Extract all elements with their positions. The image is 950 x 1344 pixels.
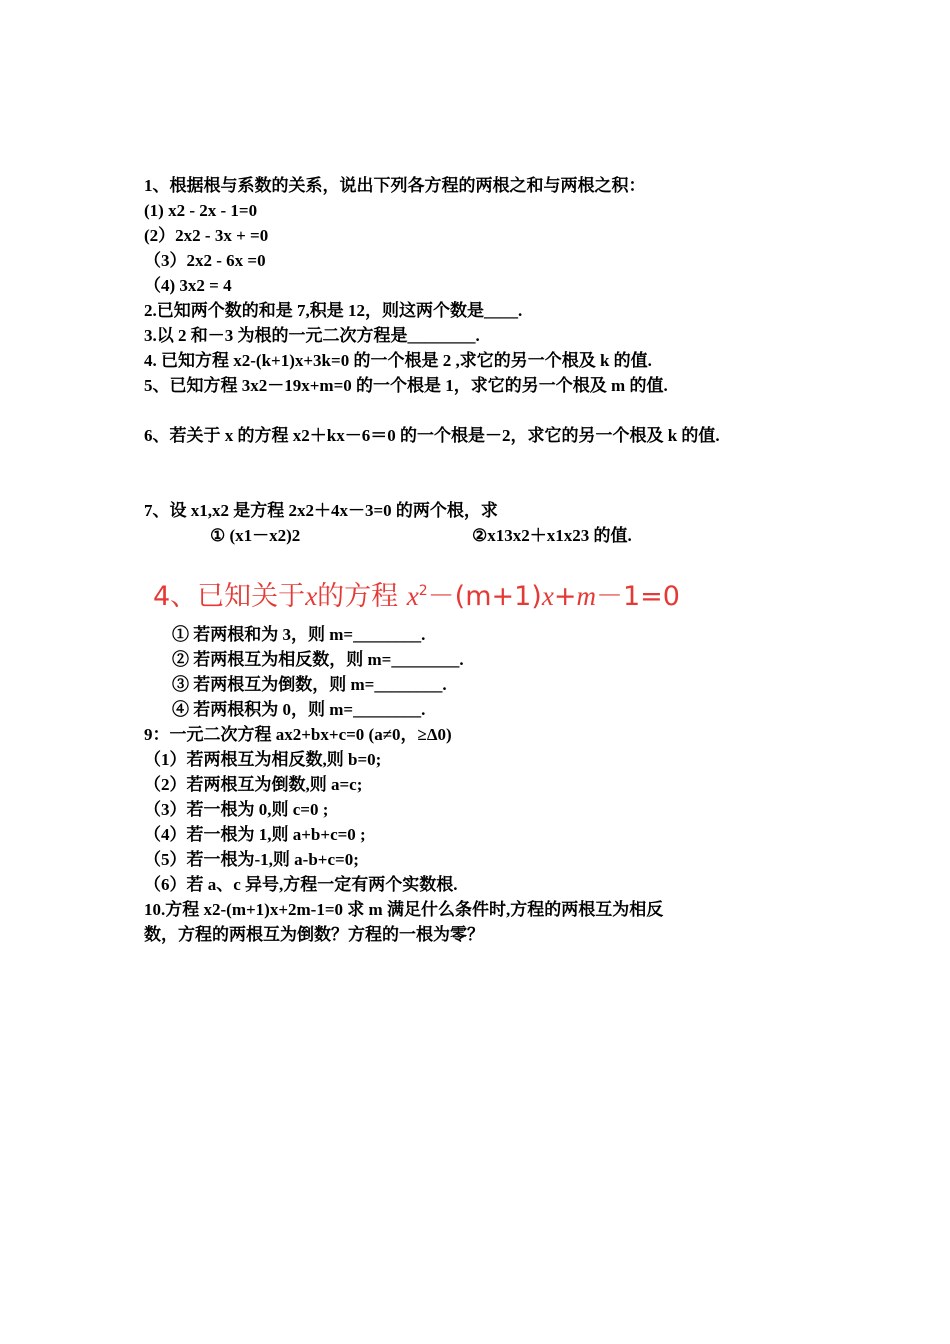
q1-title: 1、根据根与系数的关系，说出下列各方程的两根之和与两根之积：	[144, 176, 646, 195]
red-heading	[153, 574, 680, 613]
q4: 4. 已知方程 x2-(k+1)x+3k=0 的一个根是 2 ,求它的另一个根及 k 的值.	[144, 351, 652, 370]
q1-part4: （4) 3x2 = 4	[144, 276, 232, 295]
q1-part2: (2）2x2 - 3x + =0	[144, 226, 269, 245]
heading-x2: x	[541, 581, 554, 611]
q9: 9：一元二次方程 ax2+bx+c=0 (a≠0，≥Δ0)	[144, 725, 452, 744]
q6: 6、若关于 x 的方程 x2＋kx－6＝0 的一个根是－2，求它的另一个根及 k 的值.	[144, 426, 720, 445]
q1-part1: (1) x2 - 2x - 1=0	[144, 201, 258, 220]
q9-1: （1）若两根互为相反数,则 b=0;	[144, 750, 382, 769]
sub-1: ① 若两根和为 3，则 m=________.	[172, 625, 426, 644]
q9-3: （3）若一根为 0,则 c=0 ;	[144, 800, 329, 819]
heading-prefix: 4、已知关于	[153, 581, 306, 612]
q3: 3.以 2 和－3 为根的一元二次方程是________.	[144, 326, 480, 345]
q9-6: （6）若 a、c 异号,方程一定有两个实数根.	[144, 875, 458, 894]
q10-line2: 数，方程的两根互为倒数？方程的一根为零？	[144, 925, 484, 944]
q7-part2: ②x13x2＋x1x23 的值.	[472, 526, 632, 545]
heading-x: x	[406, 581, 419, 611]
heading-exp: 2	[418, 583, 428, 599]
q2: 2.已知两个数的和是 7,积是 12，则这两个数是____.	[144, 301, 523, 320]
heading-mid: 的方程	[317, 581, 407, 612]
heading-rest1: －(m+1)	[427, 581, 542, 612]
heading-rest2: －1=0	[595, 581, 680, 612]
sub-4: ④ 若两根积为 0，则 m=________.	[172, 700, 426, 719]
q7: 7、设 x1,x2 是方程 2x2＋4x－3=0 的两个根，求	[144, 501, 498, 520]
q9-2: （2）若两根互为倒数,则 a=c;	[144, 775, 363, 794]
q7-part1: ① (x1－x2)2	[210, 526, 301, 545]
heading-plus: +	[553, 581, 577, 612]
heading-var: x	[305, 581, 318, 611]
q1-part3: （3）2x2 - 6x =0	[144, 251, 266, 270]
sub-2: ② 若两根互为相反数，则 m=________.	[172, 650, 464, 669]
q9-5: （5）若一根为-1,则 a-b+c=0;	[144, 850, 359, 869]
q10-line1: 10.方程 x2-(m+1)x+2m-1=0 求 m 满足什么条件时,方程的两根互为相反	[144, 900, 664, 919]
heading-m: m	[576, 581, 596, 611]
q5: 5、已知方程 3x2－19x+m=0 的一个根是 1，求它的另一个根及 m 的值.	[144, 376, 668, 395]
sub-3: ③ 若两根互为倒数，则 m=________.	[172, 675, 447, 694]
q9-4: （4）若一根为 1,则 a+b+c=0 ;	[144, 825, 366, 844]
